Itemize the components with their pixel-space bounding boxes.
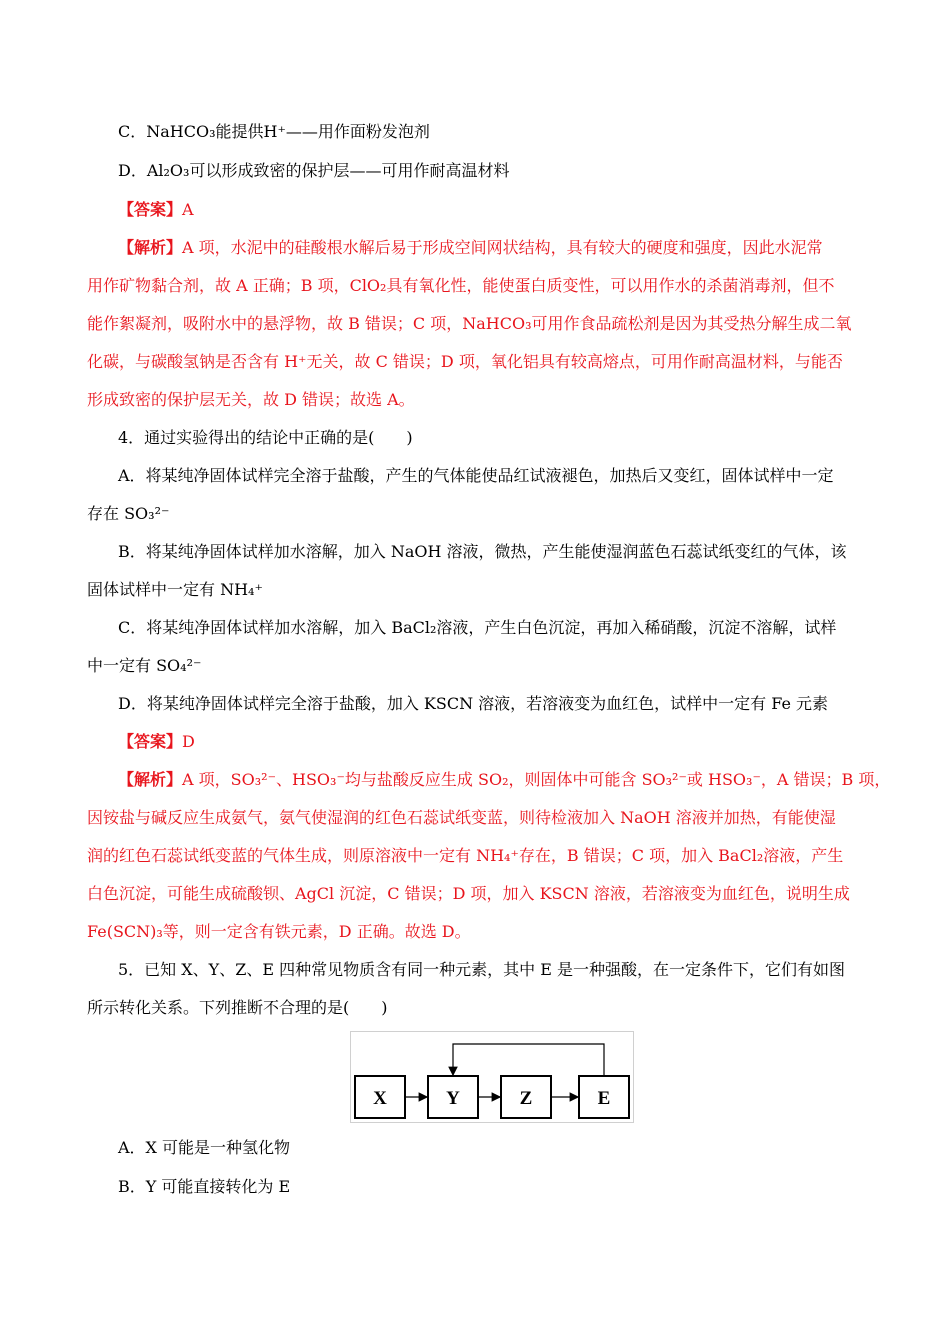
q4-explanation-line-2: 因铵盐与碱反应生成氨气，氨气使湿润的红色石蕊试纸变蓝，则待检液加入 NaOH 溶液并加热，有能使湿 <box>87 808 836 827</box>
q5-option-b: B．Y 可能直接转化为 E <box>118 1177 291 1196</box>
box-z-label: Z <box>519 1088 533 1109</box>
q3-explanation-line-4: 化碳，与碳酸氢钠是否含有 H⁺无关，故 C 错误；D 项，氧化铝具有较高熔点，可用作耐高温材料，与能否 <box>87 352 843 371</box>
answer-value: A <box>182 200 194 219</box>
q5-stem-line-2: 所示转化关系。下列推断不合理的是( ) <box>87 998 388 1017</box>
q4-explanation-line-4: 白色沉淀，可能生成硫酸钡、AgCl 沉淀，C 错误；D 项，加入 KSCN 溶液，若溶液变为血红色，说明生成 <box>87 884 850 903</box>
q4-explanation-line-5: Fe(SCN)₃等，则一定含有铁元素，D 正确。故选 D。 <box>87 922 471 941</box>
q4-option-a-line-1: A．将某纯净固体试样完全溶于盐酸，产生的气体能使品红试液褪色，加热后又变红，固体试样中一定 <box>118 466 834 485</box>
answer-value: D <box>182 732 195 751</box>
q4-option-c-line-2: 中一定有 SO₄²⁻ <box>87 656 202 675</box>
q4-option-c-line-1: C．将某纯净固体试样加水溶解，加入 BaCl₂溶液，产生白色沉淀，再加入稀硝酸，沉淀不溶解，试样 <box>118 618 837 637</box>
q3-explanation-line-3: 能作絮凝剂，吸附水中的悬浮物，故 B 错误；C 项，NaHCO₃可用作食品疏松剂是因为其受热分解生成二氧 <box>87 314 852 333</box>
box-e-label: E <box>597 1088 611 1109</box>
q3-answer <box>118 199 194 221</box>
q4-explanation-line-1: 【解析】A 项，SO₃²⁻、HSO₃⁻均与盐酸反应生成 SO₂，则固体中可能含 SO₃²⁻或 HSO₃⁻，A 错误；B 项， <box>118 770 891 789</box>
q3-option-d: D．Al₂O₃可以形成致密的保护层——可用作耐高温材料 <box>118 161 510 180</box>
answer-label: 【答案】 <box>118 200 183 219</box>
explanation-label: 【解析】 <box>118 238 183 257</box>
q5-stem-line-1: 5．已知 X、Y、Z、E 四种常见物质含有同一种元素，其中 E 是一种强酸，在一定条件下，它们有如图 <box>118 960 845 979</box>
box-x-label: X <box>373 1088 387 1109</box>
q3-explanation-line-5: 形成致密的保护层无关，故 D 错误；故选 A。 <box>87 390 415 409</box>
q4-option-b-line-2: 固体试样中一定有 NH₄⁺ <box>87 580 263 599</box>
q3-option-c: C．NaHCO₃能提供H⁺——用作面粉发泡剂 <box>118 122 430 141</box>
q4-option-a-line-2: 存在 SO₃²⁻ <box>87 504 170 523</box>
q4-explanation-line-3: 润的红色石蕊试纸变蓝的气体生成，则原溶液中一定有 NH₄⁺存在，B 错误；C 项，加入 BaCl₂溶液，产生 <box>87 846 844 865</box>
q4-option-d: D．将某纯净固体试样完全溶于盐酸，加入 KSCN 溶液，若溶液变为血红色，试样中一定有 Fe 元素 <box>118 694 829 713</box>
q5-option-a: A．X 可能是一种氢化物 <box>118 1138 291 1157</box>
explanation-label: 【解析】 <box>118 770 183 789</box>
q3-explanation-line-2: 用作矿物黏合剂，故 A 正确；B 项，ClO₂具有氧化性，能使蛋白质变性，可以用作水的杀菌消毒剂，但不 <box>87 276 835 295</box>
q3-explanation-line-1: 【解析】A 项，水泥中的硅酸根水解后易于形成空间网状结构，具有较大的硬度和强度，因此水泥常 <box>118 238 823 257</box>
q4-stem: 4．通过实验得出的结论中正确的是( ) <box>118 428 413 447</box>
q4-answer <box>118 731 195 753</box>
box-y-label: Y <box>446 1088 460 1109</box>
answer-label: 【答案】 <box>118 732 183 751</box>
q4-option-b-line-1: B．将某纯净固体试样加水溶解，加入 NaOH 溶液，微热，产生能使湿润蓝色石蕊试纸变红的气体，该 <box>118 542 847 561</box>
conversion-diagram <box>350 1031 634 1123</box>
